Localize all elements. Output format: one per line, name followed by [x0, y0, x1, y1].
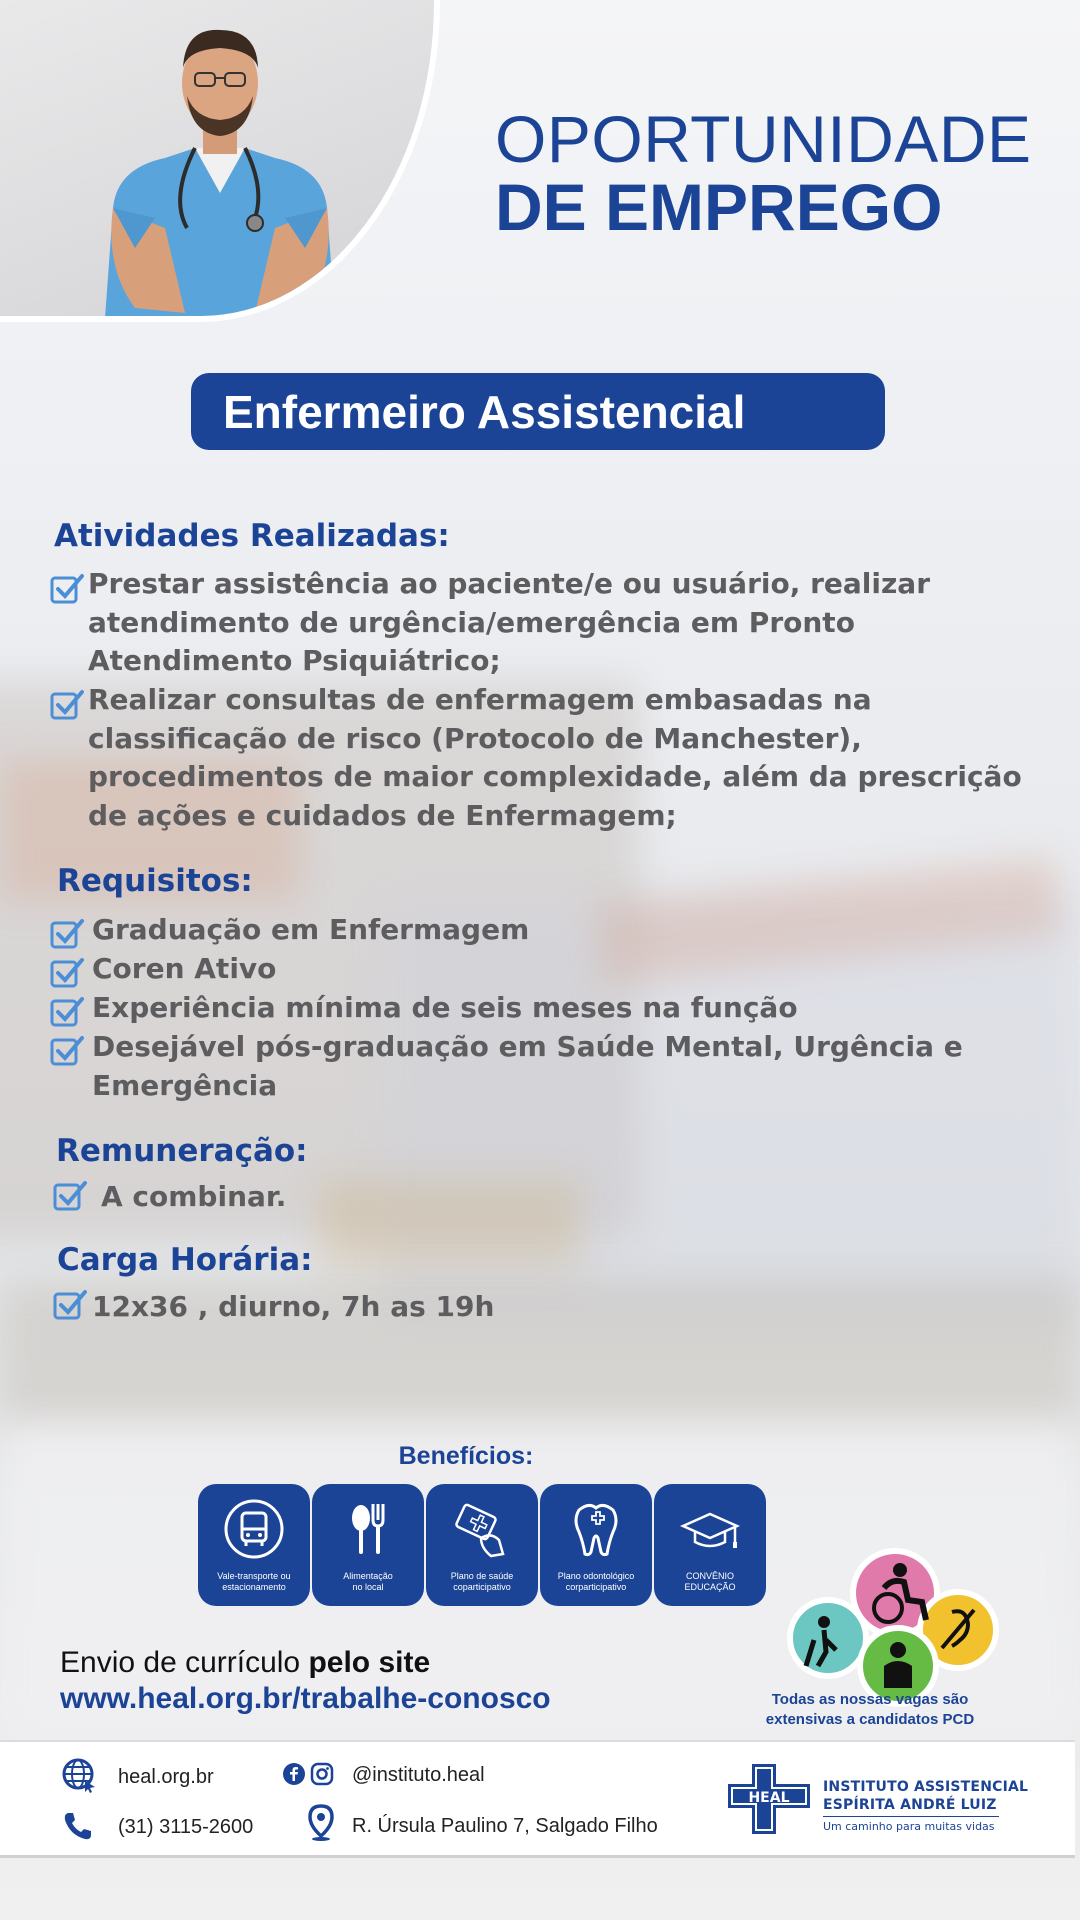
logo-line1: INSTITUTO ASSISTENCIAL [823, 1779, 1029, 1795]
hours-item: 12x36 , diurno, 7h as 19h [92, 1290, 495, 1323]
pcd-text: Todas as nossas vagas são extensivas a candidatos PCD [765, 1691, 975, 1728]
pcd-accessibility-icon [780, 1548, 1010, 1708]
role-title: Enfermeiro Assistencial [223, 385, 746, 438]
role-banner [191, 373, 885, 450]
location-pin-icon [306, 1804, 336, 1842]
check-icon [50, 1035, 84, 1067]
benefits-title: Benefícios: [398, 1442, 534, 1470]
logo-divider [823, 1816, 999, 1817]
pay-item: A combinar. [101, 1180, 287, 1213]
activity-item-1: Prestar assistência ao paciente/e ou usuário, realizar atendimento de urgência/emergência em Pronto Atendimento Psiquiátrico; [88, 567, 930, 677]
activities-title: Atividades Realizadas: [54, 518, 450, 554]
requirement-item-3: Experiência mínima de seis meses na função [92, 991, 798, 1024]
apply-text: Envio de currículo [60, 1646, 309, 1679]
requirements-title: Requisitos: [57, 863, 253, 899]
svg-text:HEAL: HEAL [748, 1790, 790, 1806]
logo-line2: ESPÍRITA ANDRÉ LUIZ [823, 1797, 997, 1813]
headline-line1: OPORTUNIDADE [495, 102, 1032, 176]
benefit-transport: Vale-transporte ou estacionamento [198, 1484, 310, 1606]
footer-social[interactable]: @instituto.heal [352, 1764, 485, 1786]
apply-bold: pelo site [308, 1646, 431, 1679]
logo-tagline: Um caminho para muitas vidas [823, 1820, 995, 1833]
requirement-item-1: Graduação em Enfermagem [92, 913, 530, 946]
requirement-item-4: Desejável pós-graduação em Saúde Mental, Urgência e Emergência [92, 1030, 963, 1102]
graduation-cap-icon [679, 1498, 741, 1560]
cutlery-icon [337, 1498, 399, 1560]
check-icon [50, 918, 84, 950]
apply-url-link[interactable]: www.heal.org.br/trabalhe-conosco [60, 1682, 551, 1715]
headline-line2: DE EMPREGO [495, 170, 943, 244]
bus-icon [223, 1498, 285, 1560]
headline [495, 102, 1032, 244]
check-icon [50, 957, 84, 989]
hours-title: Carga Horária: [57, 1242, 313, 1278]
check-icon [53, 1289, 87, 1321]
benefit-dental-plan: Plano odontológico corparticipativo [540, 1484, 652, 1606]
footer-site[interactable]: heal.org.br [118, 1766, 214, 1788]
apply-section [60, 1645, 551, 1717]
benefit-education: CONVÊNIO EDUCAÇÃO [654, 1484, 766, 1606]
requirement-item-2: Coren Ativo [92, 952, 277, 985]
benefit-food: Alimentação no local [312, 1484, 424, 1606]
facebook-icon[interactable] [282, 1762, 306, 1786]
heal-logo-icon [726, 1762, 812, 1836]
check-icon [50, 996, 84, 1028]
activity-item-2: Realizar consultas de enfermagem embasadas na classificação de risco (Protocolo de Manchester), procedimentos de maior complexidade, além da prescrição de ações e cuidados de Enfermagem; [88, 683, 1022, 832]
benefit-health-plan: Plano de saúde coparticipativo [426, 1484, 538, 1606]
nurse-illustration [95, 18, 345, 318]
pay-title: Remuneração: [56, 1133, 308, 1169]
health-card-icon [451, 1498, 513, 1560]
tooth-icon [565, 1498, 627, 1560]
check-icon [50, 689, 84, 721]
footer-address: R. Úrsula Paulino 7, Salgado Filho [352, 1815, 658, 1837]
benefits-row [198, 1484, 768, 1606]
instagram-icon[interactable] [310, 1762, 334, 1786]
phone-icon [62, 1810, 94, 1842]
globe-icon [61, 1757, 97, 1793]
check-icon [53, 1180, 87, 1212]
check-icon [50, 573, 84, 605]
footer-phone[interactable]: (31) 3115-2600 [118, 1816, 254, 1838]
